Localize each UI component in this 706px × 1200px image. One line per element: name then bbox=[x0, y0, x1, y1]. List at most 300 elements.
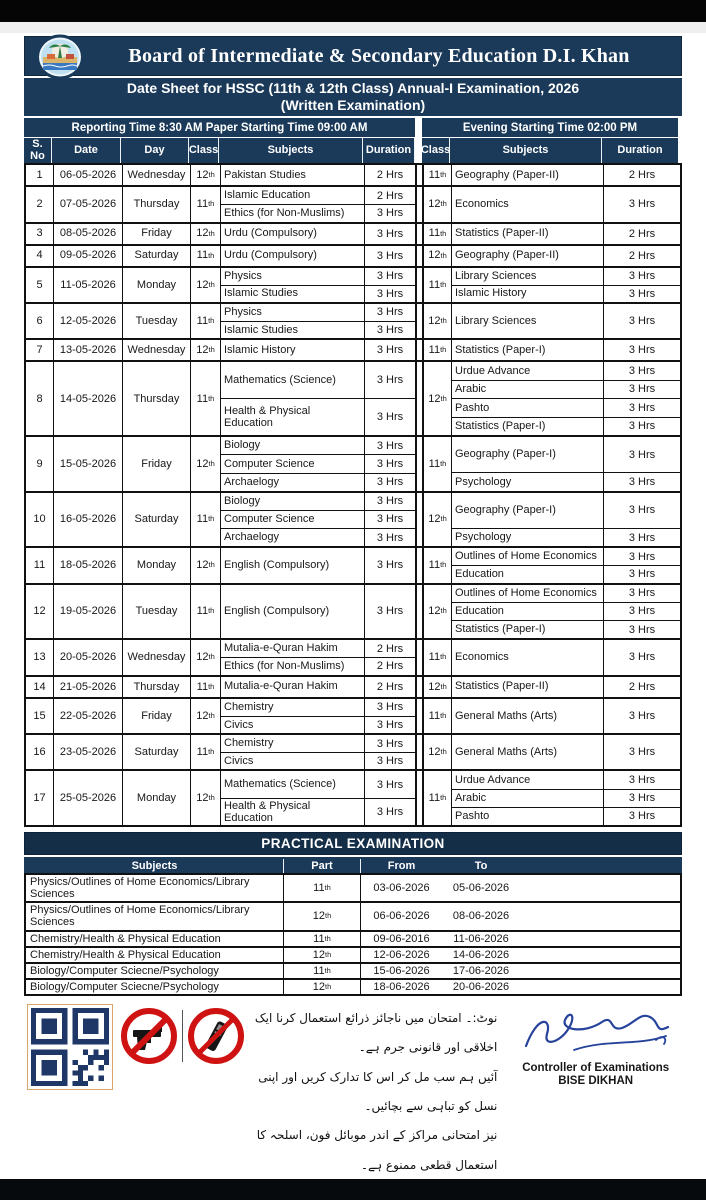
date-cell: 11-05-2026 bbox=[54, 268, 123, 302]
subject-row bbox=[452, 417, 680, 435]
morning-session-header: Reporting Time 8:30 AM Paper Starting Time 09:00 AM bbox=[24, 118, 415, 137]
date-cell: 16-05-2026 bbox=[54, 493, 123, 547]
section-divider-gap bbox=[417, 735, 424, 769]
subject-row bbox=[452, 187, 680, 221]
duration-cell: 3 Hrs bbox=[376, 701, 404, 714]
subject-row bbox=[452, 398, 680, 416]
date-cell: 09-05-2026 bbox=[54, 246, 123, 266]
day-cell: Wednesday bbox=[123, 165, 191, 185]
morning-class-cell: 12 th bbox=[191, 165, 221, 185]
evening-class-cell: 11 th bbox=[424, 268, 452, 302]
subject-cell: Geography (Paper-II) bbox=[452, 165, 604, 185]
serial-cell: 9 bbox=[26, 437, 54, 491]
duration-cell: 3 Hrs bbox=[376, 559, 404, 572]
urdu-line-2: آئیں ہم سب مل کر اس کا تدارک کریں اور اپنی نسل کو تباہی سے بچائیں۔ bbox=[258, 1069, 498, 1114]
subject-row bbox=[452, 620, 680, 638]
duration-cell: 3 Hrs bbox=[376, 249, 404, 262]
subject-cell: Ethics (for Non-Muslims) bbox=[221, 205, 365, 221]
subject-cell: Urdu (Compulsory) bbox=[221, 224, 365, 244]
subject-cell: Archaelogy bbox=[221, 529, 365, 546]
subject-row bbox=[221, 699, 415, 716]
section-divider-gap bbox=[417, 437, 424, 491]
duration-cell: 3 Hrs bbox=[376, 737, 404, 750]
morning-subjects-stack bbox=[221, 187, 417, 221]
date-cell: 22-05-2026 bbox=[54, 699, 123, 733]
practical-from-cell: 06-06-2026 bbox=[373, 910, 430, 923]
section-divider-gap bbox=[417, 362, 424, 435]
subject-cell: Computer Science bbox=[221, 511, 365, 528]
evening-class-cell: 12 th bbox=[424, 304, 452, 338]
practical-spacer-cell bbox=[520, 964, 680, 978]
evening-subjects-stack bbox=[452, 224, 680, 244]
subject-cell: Ethics (for Non-Muslims) bbox=[221, 658, 365, 674]
subject-row bbox=[221, 473, 415, 491]
subject-row bbox=[452, 528, 680, 547]
evening-class-cell: 11 th bbox=[424, 640, 452, 674]
subject-row bbox=[221, 798, 415, 825]
practical-spacer-cell bbox=[520, 932, 680, 946]
day-cell: Friday bbox=[123, 699, 191, 733]
duration-cell: 2 Hrs bbox=[376, 189, 404, 202]
practical-to-cell: 17-06-2026 bbox=[452, 964, 510, 977]
practical-from-cell: 18-06-2026 bbox=[373, 980, 430, 993]
subject-cell: Education bbox=[452, 603, 604, 620]
subject-row bbox=[221, 528, 415, 546]
practical-to-cell: 11-06-2026 bbox=[453, 932, 509, 945]
evening-subjects-stack bbox=[452, 548, 680, 582]
subject-row bbox=[452, 548, 680, 565]
schedule-row bbox=[24, 302, 682, 340]
duration-cell: 3 Hrs bbox=[376, 531, 404, 544]
column-header-duration: Duration bbox=[363, 138, 415, 163]
practical-subject-cell: Chemistry/Health & Physical Education bbox=[26, 932, 284, 946]
duration-cell: 2 Hrs bbox=[376, 642, 404, 655]
section-divider-gap bbox=[417, 165, 424, 185]
subject-cell: Education bbox=[452, 566, 604, 582]
subject-cell: Biology bbox=[221, 493, 365, 510]
section-divider-gap bbox=[417, 771, 424, 825]
subject-cell: Civics bbox=[221, 753, 365, 769]
date-cell: 12-05-2026 bbox=[54, 304, 123, 338]
signature-block bbox=[509, 1004, 682, 1087]
duration-cell: 3 Hrs bbox=[376, 287, 404, 300]
schedule-row bbox=[24, 244, 682, 268]
morning-class-cell: 12 th bbox=[191, 548, 221, 582]
practical-part-cell: 11 th bbox=[284, 875, 361, 901]
subject-cell: Economics bbox=[452, 187, 604, 221]
morning-class-cell: 11 th bbox=[191, 187, 221, 221]
date-cell: 19-05-2026 bbox=[54, 585, 123, 639]
subject-cell: Chemistry bbox=[221, 735, 365, 752]
practical-part-cell: 11 th bbox=[284, 964, 361, 978]
subject-row bbox=[221, 510, 415, 528]
column-header-duration: Duration bbox=[602, 138, 678, 163]
section-divider-gap bbox=[417, 224, 424, 244]
subject-row bbox=[221, 321, 415, 338]
subject-cell: Statistics (Paper-II) bbox=[452, 677, 604, 697]
day-cell: Friday bbox=[123, 437, 191, 491]
subject-row bbox=[221, 752, 415, 769]
evening-class-cell: 11 th bbox=[424, 340, 452, 360]
subject-row bbox=[452, 640, 680, 674]
practical-row bbox=[24, 962, 682, 980]
evening-class-cell: 12 th bbox=[424, 585, 452, 639]
morning-subjects-stack bbox=[221, 165, 417, 185]
evening-class-cell: 12 th bbox=[424, 735, 452, 769]
evening-subjects-stack bbox=[452, 771, 680, 825]
section-divider-gap bbox=[417, 493, 424, 547]
morning-class-cell: 12 th bbox=[191, 340, 221, 360]
column-header-class: Class bbox=[422, 138, 450, 163]
subject-cell: Computer Science bbox=[221, 455, 365, 472]
subject-row bbox=[221, 716, 415, 733]
evening-class-cell: 12 th bbox=[424, 493, 452, 547]
subject-cell: General Maths (Arts) bbox=[452, 735, 604, 769]
evening-subjects-stack bbox=[452, 699, 680, 733]
subject-row bbox=[221, 437, 415, 454]
practical-header-row bbox=[24, 857, 682, 875]
evening-subjects-stack bbox=[452, 246, 680, 266]
subject-cell: Urdue Advance bbox=[452, 771, 604, 788]
section-divider-gap bbox=[417, 187, 424, 221]
board-logo bbox=[35, 34, 85, 81]
practical-row bbox=[24, 930, 682, 948]
duration-cell: 3 Hrs bbox=[628, 531, 656, 544]
subject-cell: Statistics (Paper-II) bbox=[452, 224, 604, 244]
date-cell: 18-05-2026 bbox=[54, 548, 123, 582]
evening-subjects-stack bbox=[452, 362, 680, 435]
evening-subjects-stack bbox=[452, 165, 680, 185]
morning-subjects-stack bbox=[221, 304, 417, 338]
serial-cell: 14 bbox=[26, 677, 54, 697]
schedule-row bbox=[24, 697, 682, 735]
schedule-row bbox=[24, 675, 682, 699]
practical-header-from: From bbox=[387, 860, 416, 873]
subject-row bbox=[452, 807, 680, 825]
evening-subjects-stack bbox=[452, 640, 680, 674]
serial-cell: 11 bbox=[26, 548, 54, 582]
duration-cell: 3 Hrs bbox=[376, 344, 404, 357]
section-divider-gap bbox=[417, 548, 424, 582]
duration-cell: 3 Hrs bbox=[628, 709, 656, 722]
serial-cell: 4 bbox=[26, 246, 54, 266]
subject-row bbox=[221, 657, 415, 674]
subject-cell: Pashto bbox=[452, 399, 604, 416]
subject-row bbox=[221, 165, 415, 185]
subject-row bbox=[221, 187, 415, 204]
subject-cell: Islamic Education bbox=[221, 187, 365, 204]
duration-cell: 3 Hrs bbox=[376, 778, 404, 791]
morning-subjects-stack bbox=[221, 640, 417, 674]
subtitle-line1: Date Sheet for HSSC (11th & 12th Class) Annual-I Examination, 2026 bbox=[126, 80, 580, 96]
date-cell: 14-05-2026 bbox=[54, 362, 123, 435]
subject-cell: Chemistry bbox=[221, 699, 365, 716]
practical-part-cell: 11 th bbox=[284, 932, 361, 946]
duration-cell: 3 Hrs bbox=[628, 792, 656, 805]
morning-class-cell: 11 th bbox=[191, 493, 221, 547]
morning-class-cell: 11 th bbox=[191, 585, 221, 639]
subject-cell: Physics bbox=[221, 304, 365, 321]
practical-row bbox=[24, 901, 682, 931]
controller-title: Controller of Examinations bbox=[522, 1061, 670, 1074]
morning-subjects-stack bbox=[221, 677, 417, 697]
practical-table bbox=[24, 857, 682, 996]
subject-row bbox=[452, 268, 680, 285]
morning-subjects-stack bbox=[221, 548, 417, 582]
column-header-s-no: S. No bbox=[24, 138, 52, 163]
day-cell: Friday bbox=[123, 224, 191, 244]
session-band-gap bbox=[415, 118, 422, 137]
schedule-row bbox=[24, 185, 682, 223]
subject-cell: Pashto bbox=[452, 808, 604, 825]
subject-row bbox=[221, 585, 415, 639]
subtitle-line2: (Written Examination) bbox=[280, 96, 426, 113]
morning-class-cell: 11 th bbox=[191, 735, 221, 769]
date-cell: 06-05-2026 bbox=[54, 165, 123, 185]
practical-subject-cell: Biology/Computer Sciecne/Psychology bbox=[26, 964, 284, 978]
serial-cell: 2 bbox=[26, 187, 54, 221]
subject-cell: Outlines of Home Economics bbox=[452, 548, 604, 565]
subject-cell: Islamic History bbox=[452, 286, 604, 302]
evening-subjects-stack bbox=[452, 585, 680, 639]
signature bbox=[516, 1004, 676, 1062]
subject-cell: Mutalia-e-Quran Hakim bbox=[221, 677, 365, 697]
practical-subject-cell: Biology/Computer Sciecne/Psychology bbox=[26, 980, 284, 994]
duration-cell: 3 Hrs bbox=[628, 623, 656, 636]
day-cell: Thursday bbox=[123, 362, 191, 435]
duration-cell: 2 Hrs bbox=[628, 227, 656, 240]
column-header-subjects: Subjects bbox=[450, 138, 602, 163]
board-header-band bbox=[24, 36, 682, 76]
day-cell: Saturday bbox=[123, 246, 191, 266]
subject-row bbox=[221, 454, 415, 472]
subject-cell: Mathematics (Science) bbox=[221, 362, 365, 398]
evening-class-cell: 12 th bbox=[424, 246, 452, 266]
screen-bottom-bar bbox=[0, 1179, 706, 1200]
date-cell: 23-05-2026 bbox=[54, 735, 123, 769]
duration-cell: 3 Hrs bbox=[628, 810, 656, 823]
evening-subjects-stack bbox=[452, 268, 680, 302]
subject-cell: Civics bbox=[221, 717, 365, 733]
screen-top-bar bbox=[0, 0, 706, 22]
duration-cell: 3 Hrs bbox=[628, 383, 656, 396]
subject-cell: Urdu (Compulsory) bbox=[221, 246, 365, 266]
evening-class-cell: 11 th bbox=[424, 771, 452, 825]
morning-subjects-stack bbox=[221, 224, 417, 244]
subject-cell: Psychology bbox=[452, 529, 604, 547]
schedule-row bbox=[24, 360, 682, 437]
subject-cell: Arabic bbox=[452, 790, 604, 807]
subject-row bbox=[452, 340, 680, 360]
subject-cell: Library Sciences bbox=[452, 304, 604, 338]
evening-session-header: Evening Starting Time 02:00 PM bbox=[422, 118, 678, 137]
schedule-row bbox=[24, 546, 682, 584]
day-cell: Tuesday bbox=[123, 304, 191, 338]
duration-cell: 3 Hrs bbox=[376, 374, 404, 387]
serial-cell: 10 bbox=[26, 493, 54, 547]
morning-subjects-stack bbox=[221, 340, 417, 360]
date-cell: 25-05-2026 bbox=[54, 771, 123, 825]
subject-row bbox=[221, 548, 415, 582]
serial-cell: 8 bbox=[26, 362, 54, 435]
serial-cell: 6 bbox=[26, 304, 54, 338]
section-divider-gap bbox=[417, 246, 424, 266]
duration-cell: 3 Hrs bbox=[628, 475, 656, 488]
column-header-subjects: Subjects bbox=[219, 138, 363, 163]
serial-cell: 13 bbox=[26, 640, 54, 674]
duration-cell: 3 Hrs bbox=[376, 324, 404, 337]
subject-cell: English (Compulsory) bbox=[221, 548, 365, 582]
subject-row bbox=[221, 735, 415, 752]
subject-cell: Statistics (Paper-I) bbox=[452, 418, 604, 435]
subject-cell: Biology bbox=[221, 437, 365, 454]
morning-subjects-stack bbox=[221, 362, 417, 435]
schedule-row bbox=[24, 491, 682, 549]
section-divider-gap bbox=[417, 699, 424, 733]
subject-row bbox=[452, 677, 680, 697]
schedule-row bbox=[24, 583, 682, 641]
day-cell: Monday bbox=[123, 268, 191, 302]
duration-cell: 3 Hrs bbox=[628, 344, 656, 357]
evening-class-cell: 11 th bbox=[424, 165, 452, 185]
practical-spacer-cell bbox=[520, 875, 680, 901]
column-header-row bbox=[24, 138, 682, 163]
prohibition-icons bbox=[120, 1007, 245, 1065]
day-cell: Thursday bbox=[123, 677, 191, 697]
morning-subjects-stack bbox=[221, 735, 417, 769]
subject-row bbox=[452, 246, 680, 266]
page-title: Board of Intermediate & Secondary Education D.I. Khan bbox=[128, 44, 630, 67]
subject-cell: Islamic Studies bbox=[221, 286, 365, 302]
practical-row bbox=[24, 978, 682, 996]
day-cell: Saturday bbox=[123, 735, 191, 769]
subject-cell: Mathematics (Science) bbox=[221, 771, 365, 797]
duration-cell: 3 Hrs bbox=[628, 774, 656, 787]
column-header-class: Class bbox=[189, 138, 219, 163]
subject-row bbox=[221, 771, 415, 797]
evening-subjects-stack bbox=[452, 677, 680, 697]
subject-row bbox=[452, 472, 680, 491]
duration-cell: 3 Hrs bbox=[376, 411, 404, 424]
subject-row bbox=[221, 640, 415, 657]
practical-to-cell: 05-06-2026 bbox=[452, 882, 510, 895]
subject-row bbox=[221, 304, 415, 321]
duration-cell: 3 Hrs bbox=[376, 457, 404, 470]
date-cell: 08-05-2026 bbox=[54, 224, 123, 244]
section-divider-gap bbox=[417, 268, 424, 302]
practical-to-cell: 14-06-2026 bbox=[452, 948, 510, 961]
date-cell: 13-05-2026 bbox=[54, 340, 123, 360]
subject-row bbox=[452, 380, 680, 398]
subject-row bbox=[221, 677, 415, 697]
morning-class-cell: 11 th bbox=[191, 362, 221, 435]
subject-row bbox=[452, 789, 680, 807]
practical-from-cell: 09-06-2016 bbox=[373, 932, 430, 945]
evening-class-cell: 11 th bbox=[424, 437, 452, 491]
morning-class-cell: 11 th bbox=[191, 304, 221, 338]
morning-subjects-stack bbox=[221, 246, 417, 266]
subject-row bbox=[452, 362, 680, 379]
evening-subjects-stack bbox=[452, 304, 680, 338]
subject-cell: English (Compulsory) bbox=[221, 585, 365, 639]
duration-cell: 3 Hrs bbox=[628, 504, 656, 517]
practical-part-cell: 12 th bbox=[284, 948, 361, 962]
serial-cell: 15 bbox=[26, 699, 54, 733]
evening-subjects-stack bbox=[452, 735, 680, 769]
subject-row bbox=[221, 362, 415, 398]
no-weapons-icon bbox=[120, 1007, 178, 1065]
subject-row bbox=[221, 246, 415, 266]
subject-row bbox=[221, 204, 415, 221]
subject-cell: Geography (Paper-I) bbox=[452, 437, 604, 472]
subject-row bbox=[452, 493, 680, 528]
evening-class-cell: 11 th bbox=[424, 548, 452, 582]
section-divider-gap bbox=[417, 677, 424, 697]
duration-cell: 3 Hrs bbox=[376, 513, 404, 526]
subject-row bbox=[452, 285, 680, 302]
duration-cell: 3 Hrs bbox=[628, 315, 656, 328]
schedule-body bbox=[24, 163, 682, 827]
day-cell: Wednesday bbox=[123, 640, 191, 674]
morning-subjects-stack bbox=[221, 585, 417, 639]
evening-subjects-stack bbox=[452, 493, 680, 547]
subject-cell: Mutalia-e-Quran Hakim bbox=[221, 640, 365, 657]
subject-cell: Urdue Advance bbox=[452, 362, 604, 379]
duration-cell: 3 Hrs bbox=[376, 476, 404, 489]
duration-cell: 3 Hrs bbox=[376, 495, 404, 508]
practical-subject-cell: Physics/Outlines of Home Economics/Library Sciences bbox=[26, 875, 284, 901]
subject-cell: Health & Physical Education bbox=[221, 799, 365, 826]
date-cell: 07-05-2026 bbox=[54, 187, 123, 221]
practical-spacer-cell bbox=[520, 948, 680, 962]
urdu-line-3: نیز امتحانی مراکز کے اندر موبائل فون، اسلحہ کا استعمال قطعی ممنوع ہے۔ bbox=[256, 1128, 498, 1172]
subject-cell: Statistics (Paper-I) bbox=[452, 340, 604, 360]
subject-row bbox=[221, 268, 415, 285]
evening-subjects-stack bbox=[452, 437, 680, 491]
column-header-day: Day bbox=[121, 138, 189, 163]
subject-cell: Psychology bbox=[452, 473, 604, 491]
subject-row bbox=[221, 285, 415, 302]
session-band bbox=[24, 118, 682, 137]
practical-from-cell: 12-06-2026 bbox=[373, 948, 430, 961]
section-divider-gap bbox=[417, 304, 424, 338]
controller-org: BISE DIKHAN bbox=[558, 1075, 634, 1088]
duration-cell: 2 Hrs bbox=[376, 680, 404, 693]
subject-row bbox=[452, 771, 680, 788]
practical-header-to: To bbox=[474, 860, 488, 873]
morning-class-cell: 12 th bbox=[191, 640, 221, 674]
urdu-note bbox=[253, 1004, 497, 1180]
subject-row bbox=[452, 735, 680, 769]
serial-cell: 5 bbox=[26, 268, 54, 302]
subject-row bbox=[452, 602, 680, 620]
duration-cell: 2 Hrs bbox=[628, 249, 656, 262]
subject-cell: General Maths (Arts) bbox=[452, 699, 604, 733]
datesheet-document bbox=[24, 36, 682, 1180]
morning-subjects-stack bbox=[221, 268, 417, 302]
evening-class-cell: 12 th bbox=[424, 677, 452, 697]
duration-cell: 2 Hrs bbox=[628, 680, 656, 693]
practical-part-cell: 12 th bbox=[284, 980, 361, 994]
morning-class-cell: 11 th bbox=[191, 246, 221, 266]
icon-divider bbox=[182, 1010, 183, 1062]
duration-cell: 3 Hrs bbox=[376, 207, 404, 220]
duration-cell: 3 Hrs bbox=[628, 568, 656, 581]
subject-cell: Economics bbox=[452, 640, 604, 674]
day-cell: Wednesday bbox=[123, 340, 191, 360]
morning-class-cell: 12 th bbox=[191, 699, 221, 733]
evening-class-cell: 12 th bbox=[424, 187, 452, 221]
